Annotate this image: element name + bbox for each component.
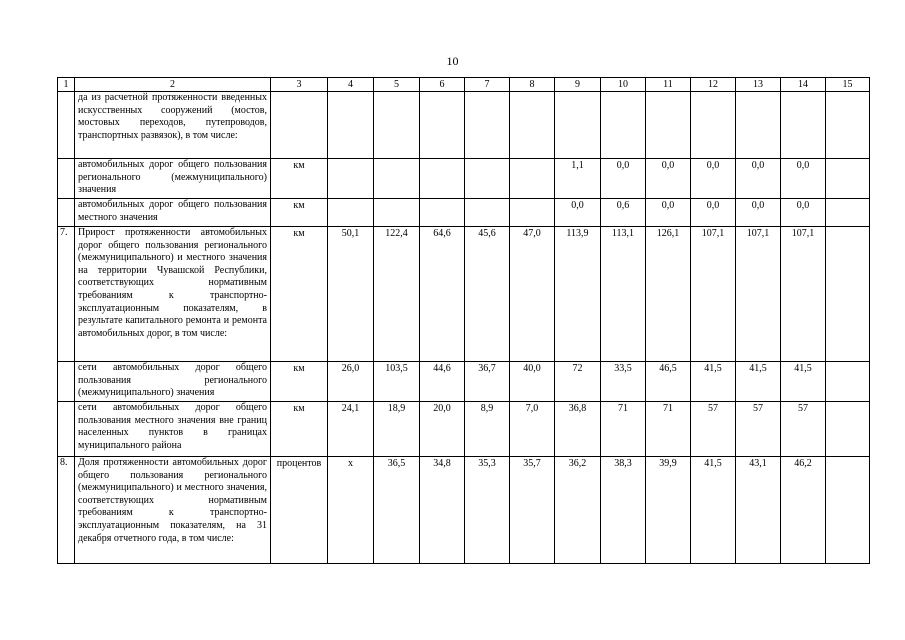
value-cell: 0,6: [601, 199, 646, 227]
value-cell: 41,5: [691, 457, 736, 564]
value-cell: 0,0: [736, 199, 781, 227]
header-cell: 10: [601, 78, 646, 92]
value-cell: 36,5: [374, 457, 420, 564]
value-cell: [465, 199, 510, 227]
value-cell: 7,0: [510, 402, 555, 457]
header-cell: 13: [736, 78, 781, 92]
header-cell: 9: [555, 78, 601, 92]
value-cell: 36,7: [465, 362, 510, 402]
indicator-description: сети автомобильных дорог общего пользования местного значения вне границ населенных пунктов в границах муниципального района: [75, 402, 271, 457]
value-cell: [781, 92, 826, 159]
indicator-description: автомобильных дорог общего пользования местного значения: [75, 199, 271, 227]
header-cell: 1: [58, 78, 75, 92]
value-cell: 0,0: [555, 199, 601, 227]
value-cell: 64,6: [420, 227, 465, 362]
value-cell: [691, 92, 736, 159]
value-cell: [555, 92, 601, 159]
value-cell: [510, 199, 555, 227]
unit-cell: км: [271, 227, 328, 362]
value-cell: [826, 199, 870, 227]
value-cell: 107,1: [781, 227, 826, 362]
value-cell: 46,5: [646, 362, 691, 402]
value-cell: 41,5: [781, 362, 826, 402]
value-cell: 71: [646, 402, 691, 457]
row-number: [58, 402, 75, 457]
value-cell: [510, 92, 555, 159]
indicator-description: Прирост протяженности автомобильных дорог общего пользования регионального (межмуниципального) и местного значения на территории Чувашской Республики, соответствующих нормативным требованиям к транспортно-эксплуатационным показателям, в результате капитального ремонта и ремонта автомобильных дорог, в том числе:: [75, 227, 271, 362]
value-cell: 40,0: [510, 362, 555, 402]
value-cell: 34,8: [420, 457, 465, 564]
table-row: [58, 159, 870, 199]
header-row: [58, 78, 870, 92]
value-cell: [465, 92, 510, 159]
value-cell: [420, 159, 465, 199]
value-cell: 8,9: [465, 402, 510, 457]
value-cell: [646, 92, 691, 159]
value-cell: 0,0: [691, 159, 736, 199]
value-cell: 113,1: [601, 227, 646, 362]
value-cell: [374, 159, 420, 199]
value-cell: 39,9: [646, 457, 691, 564]
value-cell: 36,8: [555, 402, 601, 457]
value-cell: 33,5: [601, 362, 646, 402]
table-row: [58, 457, 870, 564]
value-cell: 18,9: [374, 402, 420, 457]
unit-cell: км: [271, 199, 328, 227]
header-cell: 14: [781, 78, 826, 92]
value-cell: 113,9: [555, 227, 601, 362]
indicator-description: да из расчетной протяженности введенных искусственных сооружений (мостов, мостовых переходов, путепроводов, транспортных развязок), в том числе:: [75, 92, 271, 159]
header-cell: 8: [510, 78, 555, 92]
table-row: [58, 362, 870, 402]
value-cell: 0,0: [781, 159, 826, 199]
header-cell: 2: [75, 78, 271, 92]
value-cell: 38,3: [601, 457, 646, 564]
header-cell: 11: [646, 78, 691, 92]
value-cell: [328, 92, 374, 159]
value-cell: 35,3: [465, 457, 510, 564]
value-cell: 0,0: [646, 159, 691, 199]
header-cell: 3: [271, 78, 328, 92]
value-cell: 57: [691, 402, 736, 457]
value-cell: 35,7: [510, 457, 555, 564]
value-cell: [736, 92, 781, 159]
value-cell: 103,5: [374, 362, 420, 402]
row-number: [58, 199, 75, 227]
value-cell: 36,2: [555, 457, 601, 564]
value-cell: 57: [736, 402, 781, 457]
value-cell: 126,1: [646, 227, 691, 362]
value-cell: 107,1: [736, 227, 781, 362]
value-cell: 41,5: [691, 362, 736, 402]
indicator-description: сети автомобильных дорог общего пользования регионального (межмуниципального) значения: [75, 362, 271, 402]
value-cell: [328, 199, 374, 227]
value-cell: 0,0: [781, 199, 826, 227]
value-cell: [826, 227, 870, 362]
value-cell: 72: [555, 362, 601, 402]
header-cell: 12: [691, 78, 736, 92]
value-cell: 43,1: [736, 457, 781, 564]
value-cell: [374, 199, 420, 227]
value-cell: 45,6: [465, 227, 510, 362]
unit-cell: [271, 92, 328, 159]
value-cell: 20,0: [420, 402, 465, 457]
table-row: [58, 199, 870, 227]
row-number: [58, 362, 75, 402]
value-cell: [420, 92, 465, 159]
value-cell: 0,0: [691, 199, 736, 227]
value-cell: 41,5: [736, 362, 781, 402]
value-cell: 26,0: [328, 362, 374, 402]
header-cell: 4: [328, 78, 374, 92]
page-number: 10: [446, 54, 459, 68]
value-cell: [374, 92, 420, 159]
value-cell: [328, 159, 374, 199]
row-number: 8.: [58, 457, 75, 564]
value-cell: [826, 362, 870, 402]
value-cell: 0,0: [601, 159, 646, 199]
value-cell: [420, 199, 465, 227]
unit-cell: процентов: [271, 457, 328, 564]
indicators-table: [57, 77, 870, 564]
value-cell: [601, 92, 646, 159]
row-number: [58, 92, 75, 159]
row-number: [58, 159, 75, 199]
value-cell: [510, 159, 555, 199]
value-cell: х: [328, 457, 374, 564]
value-cell: 71: [601, 402, 646, 457]
table-row: [58, 402, 870, 457]
table-row: [58, 92, 870, 159]
value-cell: [826, 159, 870, 199]
value-cell: 47,0: [510, 227, 555, 362]
value-cell: 1,1: [555, 159, 601, 199]
value-cell: [826, 92, 870, 159]
indicator-description: автомобильных дорог общего пользования регионального (межмуниципального) значения: [75, 159, 271, 199]
value-cell: 44,6: [420, 362, 465, 402]
value-cell: [826, 402, 870, 457]
unit-cell: км: [271, 159, 328, 199]
value-cell: [465, 159, 510, 199]
value-cell: 57: [781, 402, 826, 457]
value-cell: 0,0: [646, 199, 691, 227]
value-cell: 50,1: [328, 227, 374, 362]
value-cell: 46,2: [781, 457, 826, 564]
header-cell: 7: [465, 78, 510, 92]
unit-cell: км: [271, 362, 328, 402]
value-cell: 24,1: [328, 402, 374, 457]
table-row: [58, 227, 870, 362]
unit-cell: км: [271, 402, 328, 457]
header-cell: 15: [826, 78, 870, 92]
header-cell: 5: [374, 78, 420, 92]
value-cell: 122,4: [374, 227, 420, 362]
value-cell: [826, 457, 870, 564]
header-cell: 6: [420, 78, 465, 92]
indicator-description: Доля протяженности автомобильных дорог общего пользования регионального (межмуниципального) и местного значения, соответствующих нормативным требованиям к транспортно-эксплуатационным показателям, на 31 декабря отчетного года, в том числе:: [75, 457, 271, 564]
value-cell: 107,1: [691, 227, 736, 362]
value-cell: 0,0: [736, 159, 781, 199]
row-number: 7.: [58, 227, 75, 362]
